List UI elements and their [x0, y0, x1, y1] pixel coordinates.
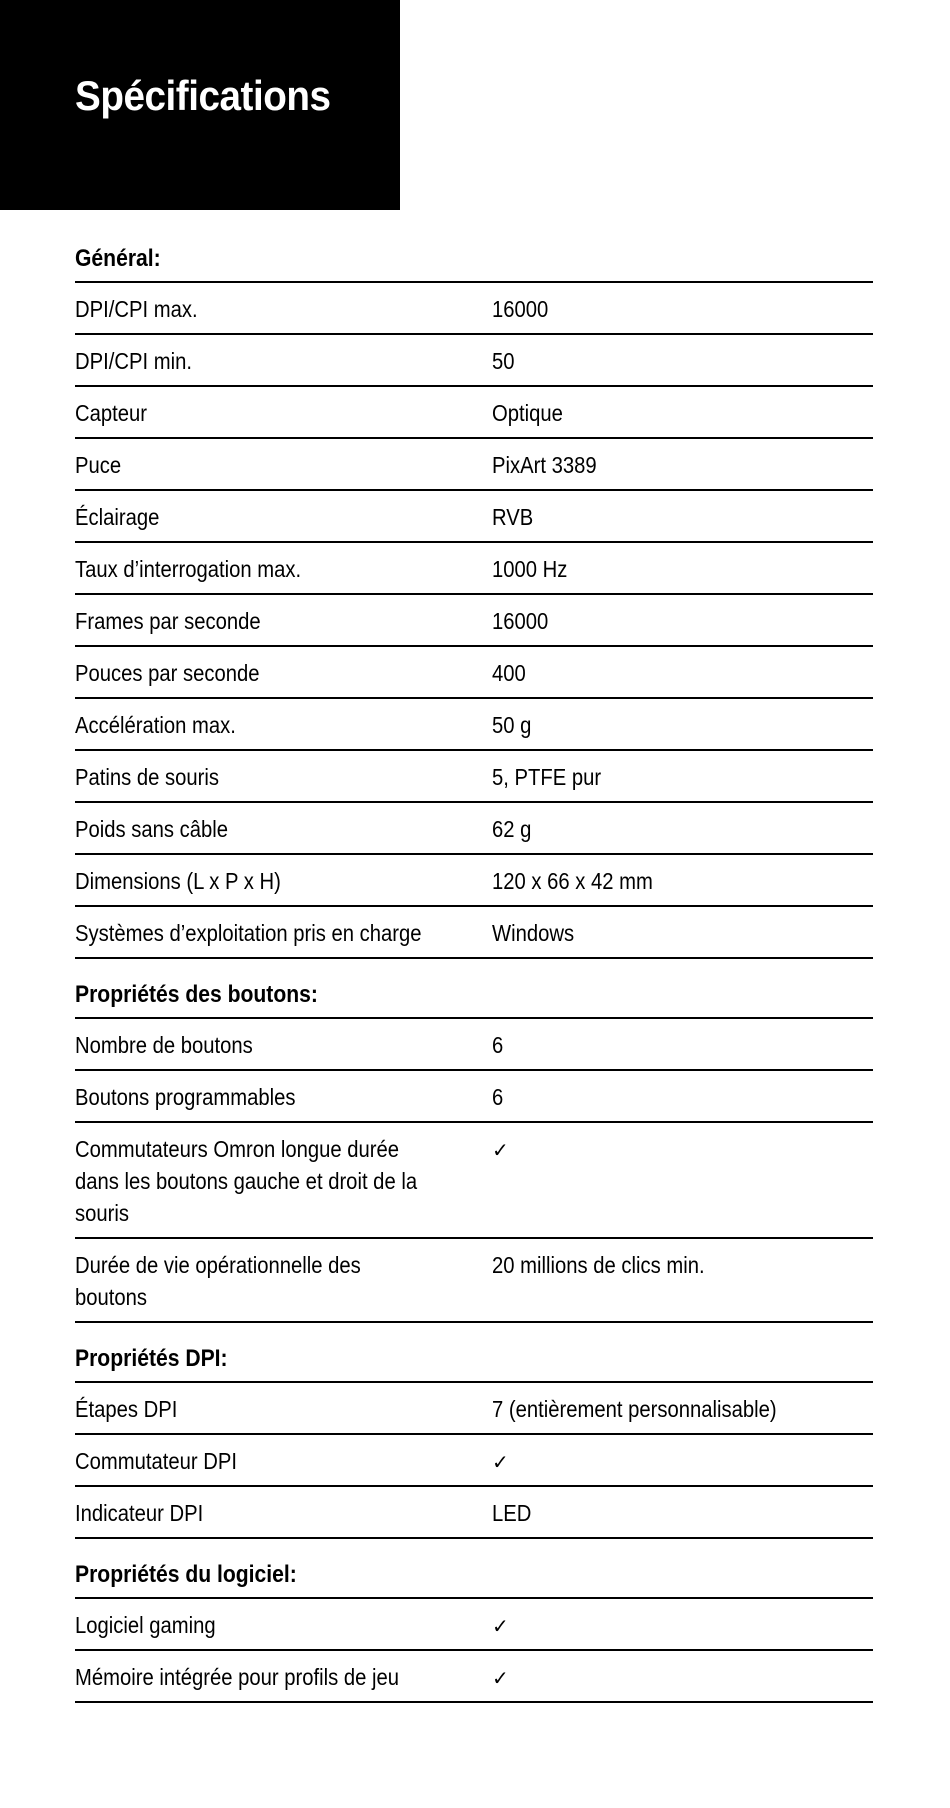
spec-row — [75, 283, 873, 335]
spec-value: 62 g — [492, 816, 532, 842]
spec-label: Systèmes d’exploitation pris en charge — [75, 920, 422, 946]
checkmark-icon: ✓ — [492, 1138, 509, 1162]
spec-label: Logiciel gaming — [75, 1612, 216, 1638]
spec-row — [75, 907, 873, 959]
spec-label: Mémoire intégrée pour profils de jeu — [75, 1664, 400, 1690]
spec-label: DPI/CPI max. — [75, 296, 198, 322]
spec-row — [75, 439, 873, 491]
spec-row — [75, 855, 873, 907]
spec-value: Optique — [492, 400, 563, 426]
spec-label: Dimensions (L x P x H) — [75, 868, 281, 894]
spec-row — [75, 1239, 873, 1323]
spec-row — [75, 1487, 873, 1539]
spec-value: 400 — [492, 660, 526, 686]
section-heading-buttons: Propriétés des boutons: — [75, 959, 873, 1019]
spec-label: Commutateurs Omron longue durée dans les boutons gauche et droit de la souris — [75, 1136, 418, 1226]
spec-value: 6 — [492, 1084, 504, 1110]
checkmark-icon: ✓ — [492, 1450, 509, 1474]
spec-row — [75, 1383, 873, 1435]
spec-value: PixArt 3389 — [492, 452, 597, 478]
spec-value: 5, PTFE pur — [492, 764, 602, 790]
spec-label: Boutons programmables — [75, 1084, 296, 1110]
spec-row — [75, 1071, 873, 1123]
spec-value: 20 millions de clics min. — [492, 1252, 705, 1278]
section-heading-general: Général: — [75, 234, 873, 283]
spec-label: Puce — [75, 452, 122, 478]
section-heading-software: Propriétés du logiciel: — [75, 1539, 873, 1599]
spec-value: 6 — [492, 1032, 504, 1058]
spec-row — [75, 491, 873, 543]
spec-value: 120 x 66 x 42 mm — [492, 868, 653, 894]
spec-label: Indicateur DPI — [75, 1500, 204, 1526]
spec-row — [75, 387, 873, 439]
spec-row — [75, 543, 873, 595]
spec-label: Patins de souris — [75, 764, 220, 790]
checkmark-icon: ✓ — [492, 1666, 509, 1690]
spec-label: Durée de vie opérationnelle des boutons — [75, 1252, 361, 1310]
spec-value: LED — [492, 1500, 532, 1526]
spec-label: Capteur — [75, 400, 148, 426]
spec-value: 50 — [492, 348, 515, 374]
page-title: Spécifications — [75, 72, 331, 119]
spec-label: Nombre de boutons — [75, 1032, 253, 1058]
spec-label: Poids sans câble — [75, 816, 229, 842]
spec-table — [75, 234, 873, 1703]
spec-row — [75, 595, 873, 647]
spec-row — [75, 1599, 873, 1651]
spec-row — [75, 803, 873, 855]
spec-value: 16000 — [492, 608, 549, 634]
spec-value: 1000 Hz — [492, 556, 568, 582]
spec-row — [75, 647, 873, 699]
spec-label: Éclairage — [75, 504, 160, 530]
title-banner — [0, 0, 400, 210]
spec-label: Taux d’interrogation max. — [75, 556, 302, 582]
spec-row — [75, 1123, 873, 1239]
spec-value: RVB — [492, 504, 534, 530]
spec-label: DPI/CPI min. — [75, 348, 192, 374]
spec-label: Accélération max. — [75, 712, 236, 738]
spec-row — [75, 1435, 873, 1487]
spec-row — [75, 699, 873, 751]
spec-label: Pouces par seconde — [75, 660, 260, 686]
spec-value: 16000 — [492, 296, 549, 322]
spec-value: 7 (entièrement personnalisable) — [492, 1396, 777, 1422]
spec-value: 50 g — [492, 712, 532, 738]
spec-value: Windows — [492, 920, 575, 946]
checkmark-icon: ✓ — [492, 1614, 509, 1638]
spec-label: Étapes DPI — [75, 1396, 178, 1422]
spec-row — [75, 1651, 873, 1703]
spec-label: Commutateur DPI — [75, 1448, 237, 1474]
section-heading-dpi: Propriétés DPI: — [75, 1323, 873, 1383]
spec-row — [75, 751, 873, 803]
spec-label: Frames par seconde — [75, 608, 261, 634]
spec-row — [75, 335, 873, 387]
spec-row — [75, 1019, 873, 1071]
